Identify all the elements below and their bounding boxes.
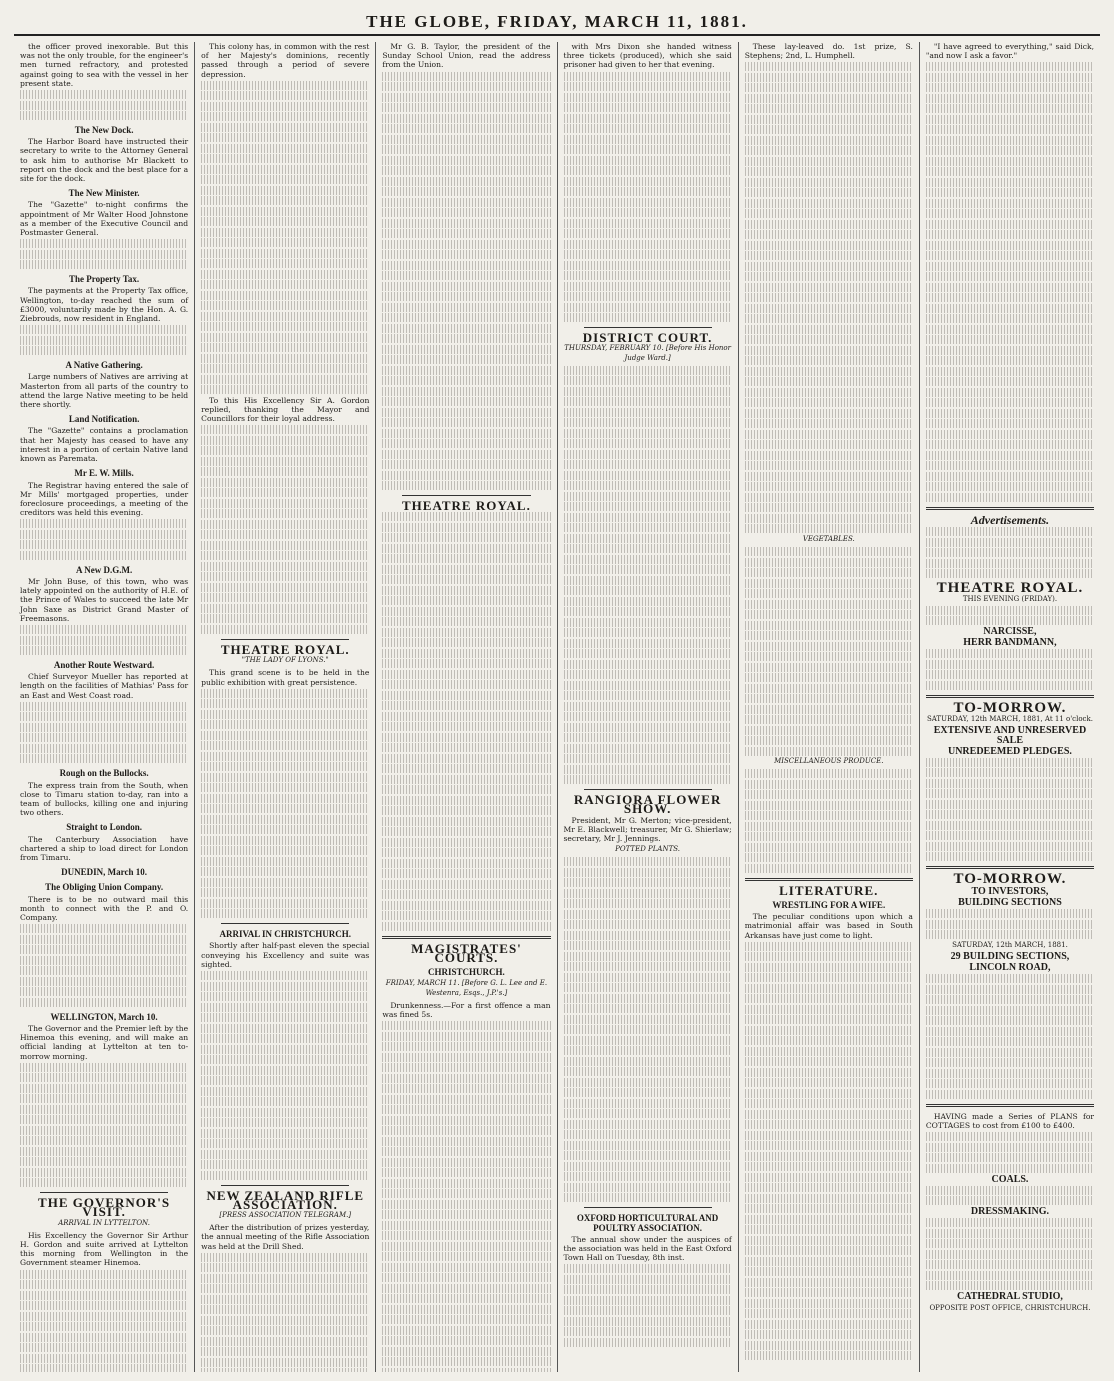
section-subheading: ARRIVAL IN LYTTELTON. [58, 1218, 150, 1227]
divider [584, 789, 712, 790]
column-3 [376, 42, 557, 1372]
article-text: This grand scene is to be held in the public exhibition with great persistence. [201, 668, 370, 687]
advertisement-text: OPPOSITE POST OFFICE, CHRISTCHURCH. [929, 1303, 1091, 1312]
advertisement-text: NARCISSE, [983, 626, 1037, 638]
advertisement-title: DRESSMAKING. [970, 1206, 1049, 1218]
section-subheading: POTTED PLANTS. [615, 845, 681, 854]
article-text: The express train from the South, when close to Timaru station to-day, ran into a team of bullocks, killing one and injuring two others. [20, 780, 189, 818]
section-heading: DISTRICT COURT. [582, 330, 713, 346]
section-heading: NEW ZEALAND RIFLE ASSOCIATION. [206, 1187, 365, 1212]
divider [926, 866, 1094, 869]
columns [14, 42, 1100, 1372]
section-subheading: [PRESS ASSOCIATION TELEGRAM.] [219, 1210, 352, 1219]
section-heading: WRESTLING FOR A WIFE. [772, 900, 886, 911]
advertisement-title: TO-MORROW. [953, 699, 1067, 716]
advertisement-title: THEATRE ROYAL. [936, 580, 1084, 597]
section-heading: Advertisements. [970, 512, 1050, 527]
section-subheading: "THE LADY OF LYONS." [241, 656, 329, 665]
divider [745, 878, 913, 881]
article-text: There is to be no outward mail this month to connect with the P. and O. Company. [20, 894, 189, 922]
divider [221, 639, 349, 640]
section-heading: DUNEDIN, March 10. [61, 867, 147, 878]
section-subheading: VEGETABLES. [802, 534, 855, 543]
article-text: The Governor and the Premier left by the Hinemoa this evening, and will make an official landing at Lyttelton at ten to-morrow morning. [20, 1023, 189, 1061]
section-heading: WELLINGTON, March 10. [50, 1011, 158, 1022]
divider [926, 695, 1094, 698]
advertisement-title: CATHEDRAL STUDIO, [956, 1291, 1063, 1303]
section-heading: Mr E. W. Mills. [74, 468, 134, 479]
section-heading: ARRIVAL IN CHRISTCHURCH. [219, 929, 352, 940]
section-subheading: THURSDAY, FEBRUARY 10. [Before His Honor Judge Ward.] [564, 344, 731, 362]
section-heading: A New D.G.M. [75, 564, 133, 575]
section-heading: A Native Gathering. [65, 360, 143, 371]
advertisement-title: TO-MORROW. [953, 871, 1067, 888]
section-heading: The New Minister. [68, 188, 140, 199]
advertisement-text: HAVING made a Series of PLANS for COTTAGES to cost from £100 to £400. [925, 1111, 1095, 1130]
article-text: The annual show under the auspices of the association was held in the East Oxford Town Hall on Tuesday, 8th inst. [563, 1234, 732, 1263]
article-text: The payments at the Property Tax office, Wellington, to-day reached the sum of £3000, voluntarily made by the Hon. A. G. Ziebrouds, now resident in England. [20, 286, 189, 324]
section-heading: OXFORD HORTICULTURAL AND POULTRY ASSOCIATION. [576, 1213, 719, 1233]
article-text: To this His Excellency Sir A. Gordon replied, thanking the Mayor and Councillors for their loyal address. [201, 395, 370, 424]
advertisement-text: SATURDAY, 12th MARCH, 1881. [952, 940, 1068, 949]
article-text: President, Mr G. Merton; vice-president, Mr E. Blackwell; treasurer, Mr G. Shierlaw; secretary, Mr J. Jennings. [563, 815, 732, 844]
section-heading: Another Route Westward. [53, 660, 155, 671]
article-text: the officer proved inexorable. But this was not the only trouble, for the engineer's men turned refractory, and protested against going to sea with the vessel in her present state. [20, 42, 189, 88]
divider [584, 327, 712, 328]
section-heading: MAGISTRATES' COURTS. [411, 940, 522, 966]
section-heading: The Property Tax. [69, 274, 140, 285]
article-text: The "Gazette" contains a proclamation that her Majesty has ceased to have any interest in a portion of certain Native land known as Paremata. [20, 426, 189, 464]
advertisement-text: UNREDEEMED PLEDGES. [947, 745, 1072, 757]
section-subheading: FRIDAY, MARCH 11. [Before G. L. Lee and E. Westenra, Esqs., J.P.'s.] [385, 979, 548, 997]
divider [40, 1192, 168, 1193]
masthead [14, 8, 1100, 36]
column-2 [195, 42, 376, 1372]
section-heading: THEATRE ROYAL. [401, 498, 531, 514]
advertisement-text: SATURDAY, 12th MARCH, 1881, At 11 o'clock. [926, 715, 1093, 724]
advertisement-text: BUILDING SECTIONS [958, 896, 1062, 908]
column-4 [558, 42, 739, 1372]
section-heading: Rough on the Bullocks. [59, 768, 149, 779]
section-heading: THEATRE ROYAL. [220, 641, 350, 657]
article-text: Chief Surveyor Mueller has reported at length on the facilities of Mathias' Pass for an East and West Coast road. [20, 672, 189, 700]
article-text: The "Gazette" to-night confirms the appointment of Mr Walter Hood Johnstone as a member of the Executive Council and Postmaster General. [20, 200, 189, 238]
advertisement-text: EXTENSIVE AND UNRESERVED SALE [933, 725, 1087, 746]
column-5 [739, 42, 920, 1372]
advertisement-text: TO INVESTORS, [971, 885, 1049, 897]
section-heading: CHRISTCHURCH. [428, 967, 505, 978]
article-text: His Excellency the Governor Sir Arthur H. Gordon and suite arrived at Lyttelton this morning from Wellington in the Government steamer Hinemoa. [20, 1230, 189, 1268]
advertisement-text: HERR BANDMANN, [963, 637, 1057, 649]
section-heading: THE GOVERNOR'S VISIT. [38, 1195, 171, 1220]
advertisement-title: COALS. [991, 1173, 1029, 1185]
article-text: Mr G. B. Taylor, the president of the Sunday School Union, read the address from the Union. [382, 42, 551, 70]
section-heading: The New Dock. [74, 125, 134, 136]
section-heading: RANGIORA FLOWER SHOW. [573, 792, 722, 817]
article-text: Large numbers of Natives are arriving at Masterton from all parts of the country to attend the large Native meeting to be held there shortly. [20, 372, 189, 410]
divider [926, 507, 1094, 510]
section-heading: Straight to London. [66, 822, 142, 833]
divider [926, 1104, 1094, 1107]
advertisement-text: THIS EVENING (FRIDAY). [962, 595, 1058, 604]
advertisement-text: LINCOLN ROAD, [969, 961, 1051, 973]
section-heading: Land Notification. [68, 414, 140, 425]
section-subheading: MISCELLANEOUS PRODUCE. [774, 757, 884, 766]
column-6 [920, 42, 1100, 1372]
article-text: Mr John Buse, of this town, who was lately appointed on the authority of H.E. of the Prince of Wales to succeed the late Mr John Saxe as District Grand Master of Freemasons. [20, 577, 189, 623]
section-heading: The Obliging Union Company. [45, 882, 164, 893]
article-text: The Harbor Board have instructed their secretary to write to the Attorney General to ask him to authorise Mr Blackett to report on the dock and the best place for a site for the dock. [20, 137, 189, 184]
article-text: The Canterbury Association have chartered a ship to load direct for London from Timaru. [20, 834, 189, 862]
article-text: "I have agreed to everything," said Dick, "and now I ask a favor." [925, 42, 1095, 61]
column-1 [14, 42, 195, 1372]
divider [584, 1207, 712, 1208]
divider [221, 923, 349, 924]
article-text: The peculiar conditions upon which a matrimonial affair was based in South Arkansas have just come to light. [744, 912, 913, 940]
article-text: with Mrs Dixon she handed witness three tickets (produced), which she said prisoner had given to her that evening. [563, 42, 732, 70]
article-text: The Registrar having entered the sale of Mr Mills' mortgaged properties, under foreclosure proceedings, a meeting of the creditors was held this evening. [20, 480, 189, 518]
article-text: Drunkenness.—For a first offence a man was fined 5s. [382, 1000, 551, 1020]
masthead-title: THE GLOBE, FRIDAY, MARCH 11, 1881. [366, 12, 748, 31]
section-heading: LITERATURE. [779, 882, 879, 898]
article-text: Shortly after half-past eleven the special conveying his Excellency and suite was sighted. [201, 941, 370, 969]
divider [402, 495, 530, 496]
article-text: After the distribution of prizes yesterday, the annual meeting of the Rifle Association was held at the Drill Shed. [201, 1223, 370, 1251]
article-text: This colony has, in common with the rest of her Majesty's dominions, recently passed through a period of severe depression. [201, 42, 370, 79]
divider [382, 936, 550, 939]
divider [221, 1185, 349, 1186]
advertisement-text: 29 BUILDING SECTIONS, [950, 950, 1070, 962]
article-text: These lay-leaved do. 1st prize, S. Stephens; 2nd, L. Humphell. [744, 42, 913, 61]
